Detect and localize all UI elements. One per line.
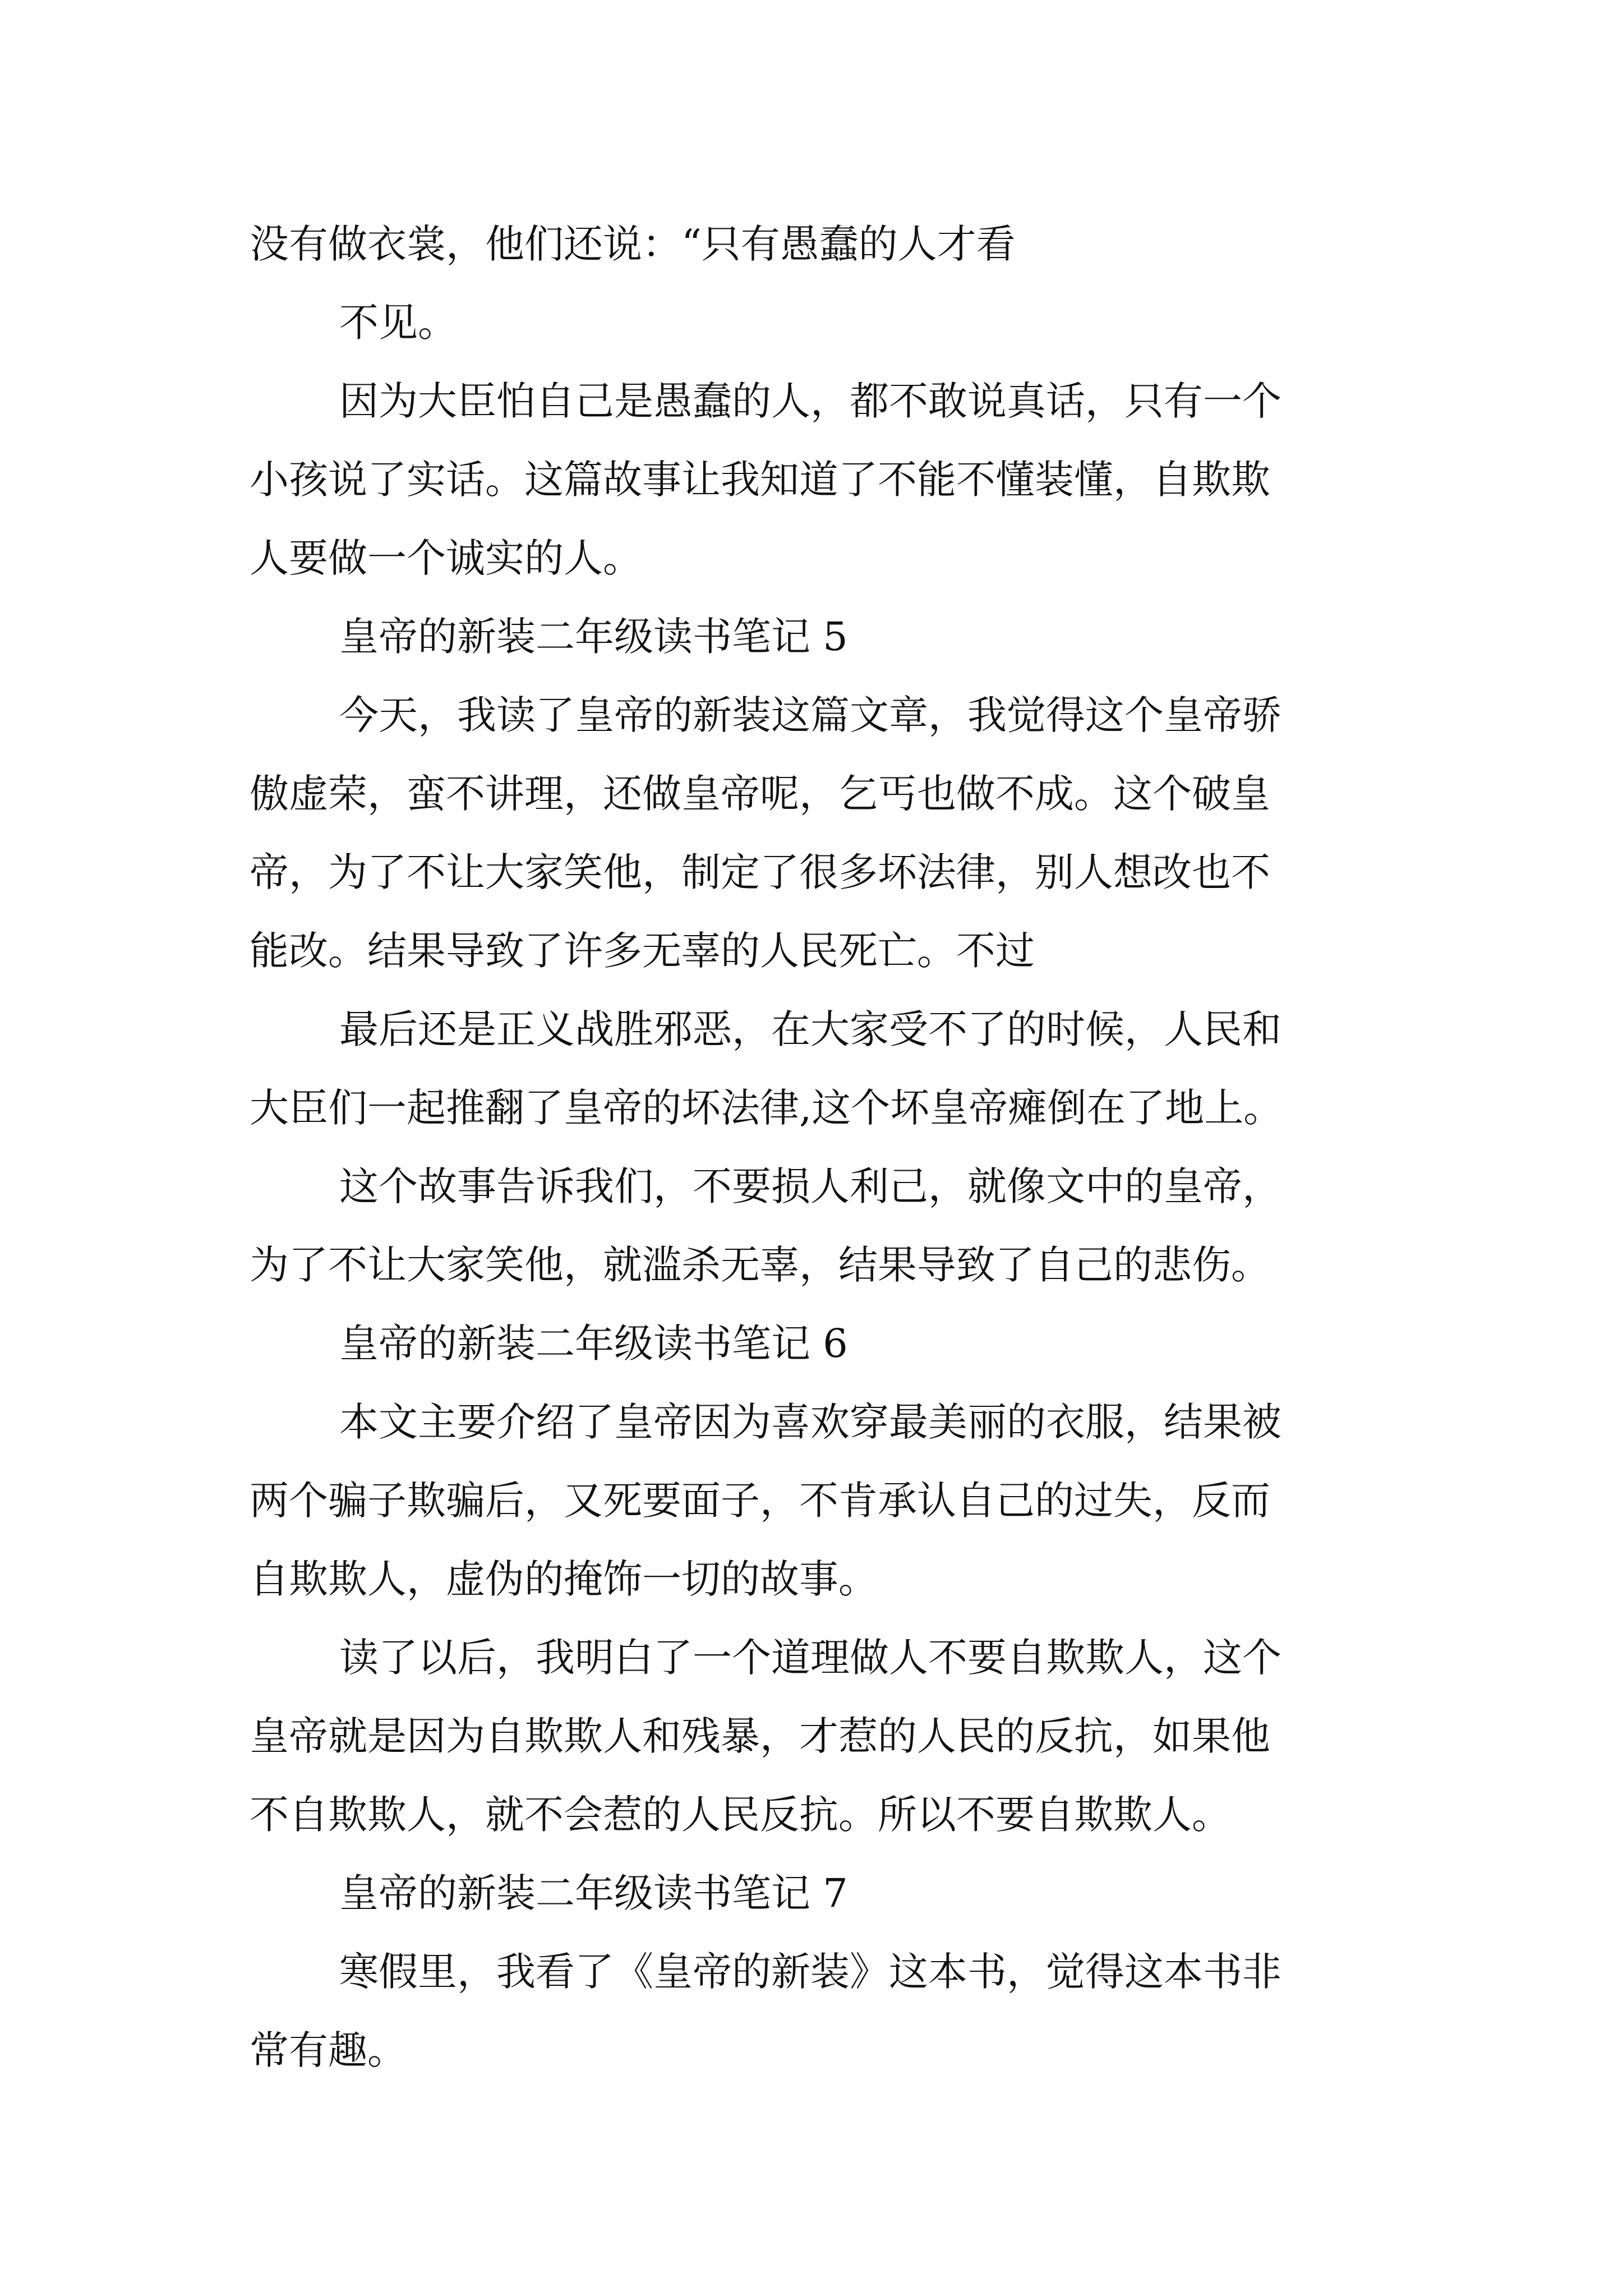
text-line: 帝，为了不让大家笑他，制定了很多坏法律，别人想改也不 bbox=[250, 849, 1270, 895]
text-line: 人要做一个诚实的人。 bbox=[250, 535, 642, 581]
paragraph-line: 寒假里，我看了《皇帝的新装》这本书，觉得这本书非 bbox=[339, 1949, 1281, 1995]
text-line: 小孩说了实话。这篇故事让我知道了不能不懂装懂，自欺欺 bbox=[250, 457, 1270, 503]
text-line: 不见。 bbox=[339, 300, 457, 346]
text-line: 自欺欺人，虚伪的掩饰一切的故事。 bbox=[250, 1556, 878, 1602]
section-heading: 皇帝的新装二年级读书笔记 6 bbox=[339, 1320, 848, 1366]
text-line: 能改。结果导致了许多无辜的人民死亡。不过 bbox=[250, 928, 1035, 974]
paragraph-line: 今天，我读了皇帝的新装这篇文章，我觉得这个皇帝骄 bbox=[339, 692, 1281, 738]
text-line: 常有趣。 bbox=[250, 2027, 407, 2073]
paragraph-line: 最后还是正义战胜邪恶，在大家受不了的时候，人民和 bbox=[339, 1006, 1281, 1052]
section-heading: 皇帝的新装二年级读书笔记 7 bbox=[339, 1870, 848, 1916]
text-line: 两个骗子欺骗后，又死要面子，不肯承认自己的过失，反而 bbox=[250, 1478, 1270, 1524]
paragraph-line: 因为大臣怕自己是愚蠢的人，都不敢说真话，只有一个 bbox=[339, 378, 1281, 424]
section-heading: 皇帝的新装二年级读书笔记 5 bbox=[339, 614, 848, 660]
document-body bbox=[250, 205, 1388, 2090]
text-line: 傲虚荣，蛮不讲理，还做皇帝呢，乞丐也做不成。这个破皇 bbox=[250, 771, 1270, 817]
text-line: 为了不让大家笑他，就滥杀无辜，结果导致了自己的悲伤。 bbox=[250, 1242, 1270, 1288]
paragraph-line: 读了以后，我明白了一个道理做人不要自欺欺人，这个 bbox=[339, 1635, 1281, 1681]
text-line: 不自欺欺人，就不会惹的人民反抗。所以不要自欺欺人。 bbox=[250, 1792, 1231, 1838]
paragraph-line: 本文主要介绍了皇帝因为喜欢穿最美丽的衣服，结果被 bbox=[339, 1399, 1281, 1445]
paragraph-line: 这个故事告诉我们，不要损人利己，就像文中的皇帝， bbox=[339, 1163, 1281, 1209]
text-line: 皇帝就是因为自欺欺人和残暴，才惹的人民的反抗，如果他 bbox=[250, 1713, 1270, 1759]
text-line: 大臣们一起推翻了皇帝的坏法律,这个坏皇帝瘫倒在了地上。 bbox=[250, 1085, 1283, 1131]
text-line: 没有做衣裳，他们还说：“只有愚蠢的人才看 bbox=[250, 221, 1016, 267]
